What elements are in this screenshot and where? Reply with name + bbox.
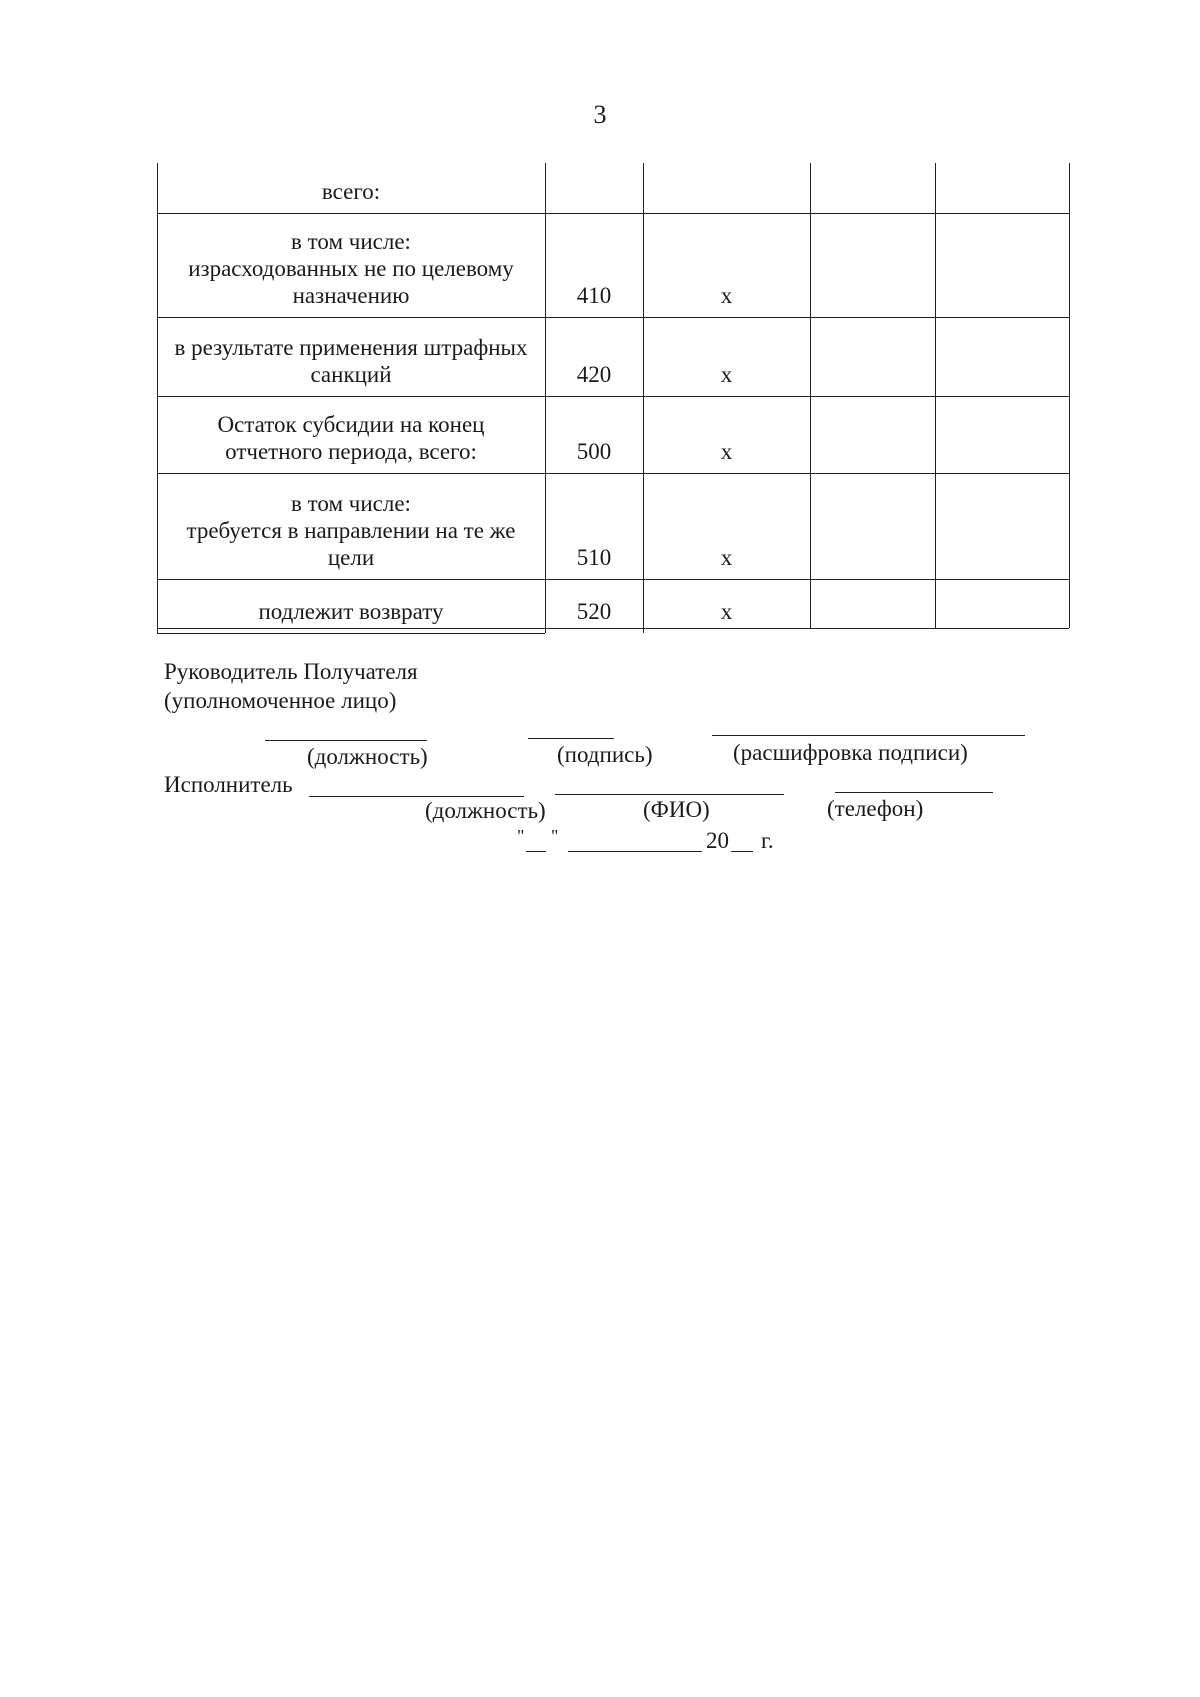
executor-fio-line (555, 794, 784, 795)
executor-label: Исполнитель (164, 772, 293, 797)
caption-position: (должность) (307, 744, 428, 769)
label-line: Остаток субсидии на конец (217, 412, 485, 437)
row-x-mark: x (720, 439, 733, 464)
date-day-line (526, 851, 546, 852)
row-code: 410 (576, 283, 612, 308)
label-line: в том числе: (291, 229, 411, 254)
caption-phone: (телефон) (827, 796, 924, 821)
table-row-label (157, 317, 545, 396)
label-line: цели (327, 545, 375, 570)
label-line: требуется в направлении на те же (186, 518, 516, 543)
table-row-label (157, 579, 545, 633)
date-year-line (731, 851, 753, 852)
row-x-mark: x (720, 599, 733, 624)
caption-signature: (подпись) (557, 742, 653, 767)
label-line: санкций (310, 362, 392, 387)
position-line (265, 740, 427, 741)
label-line: отчетного периода, всего: (225, 439, 477, 464)
label-line: в результате применения штрафных (174, 335, 528, 360)
table-border-bottom (157, 633, 545, 634)
label-line: израсходованных не по целевому (188, 256, 514, 281)
row-code: 510 (576, 545, 612, 570)
date-year-prefix: 20 (706, 828, 729, 853)
label-line: подлежит возврату (258, 599, 444, 624)
row-code: 420 (576, 362, 612, 387)
row-code: 500 (576, 439, 612, 464)
table-row-label (157, 473, 545, 579)
executor-phone-line (835, 792, 993, 793)
label-line: в том числе: (291, 491, 411, 516)
executor-position-line (309, 796, 524, 797)
table-row-label (157, 163, 545, 213)
head-title-line1: Руководитель Получателя (164, 659, 418, 684)
caption-decoding: (расшифровка подписи) (733, 740, 968, 765)
subsidy-table (157, 163, 1071, 633)
date-quote-close: " (551, 826, 559, 846)
row-x-mark: x (720, 362, 733, 387)
table-row-label (157, 396, 545, 473)
date-month-line (568, 851, 702, 852)
row-x-mark: x (720, 545, 733, 570)
date-year-suffix: г. (761, 828, 774, 853)
caption-executor-position: (должность) (425, 798, 546, 823)
row-x-mark: x (720, 283, 733, 308)
caption-fio: (ФИО) (643, 797, 710, 822)
table-row-label (157, 213, 545, 317)
label-line: назначению (292, 283, 410, 308)
label-line: всего: (321, 179, 381, 204)
date-quote-open: " (517, 826, 525, 846)
table-border-right (1069, 163, 1070, 628)
row-code: 520 (576, 599, 612, 624)
page-number: 3 (593, 100, 607, 129)
signature-line (528, 738, 614, 739)
signature-decoding-line (712, 735, 1025, 736)
head-title-line2: (уполномоченное лицо) (164, 688, 397, 713)
